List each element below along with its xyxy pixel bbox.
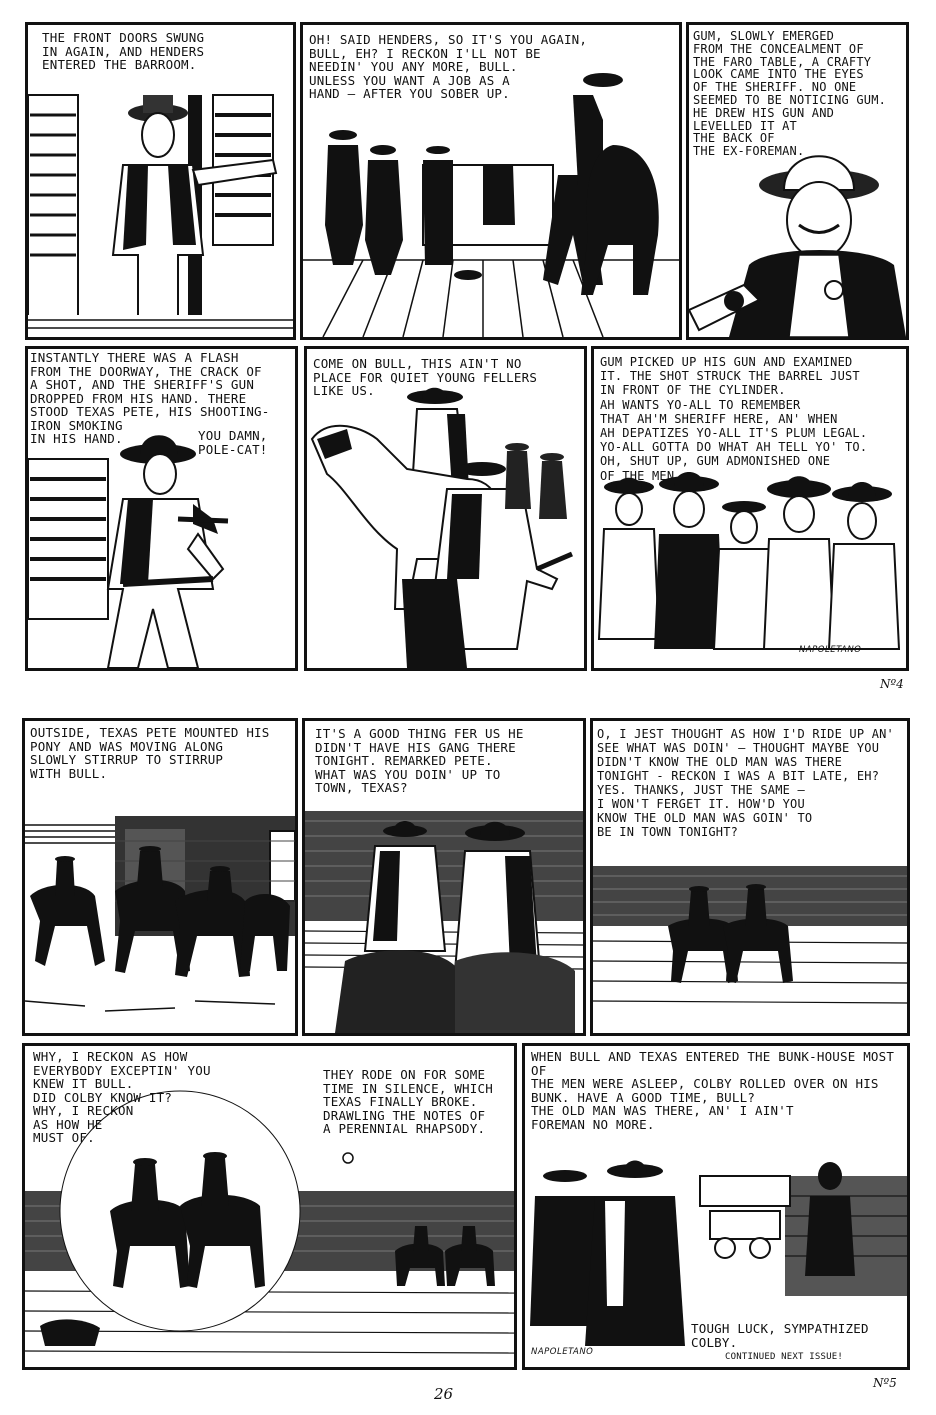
panel-1-4 (25, 346, 298, 671)
panel-1-5 (304, 346, 587, 671)
panel-2-4-caption: WHY, I RECKON AS HOW EVERYBODY EXCEPTIN' YOU KNEW IT BULL. DID COLBY KNOW IT? WHY, I RECKON AS HOW HE MUST OF. (33, 1049, 211, 1145)
panel-2-3-caption: O, I JEST THOUGHT AS HOW I'D RIDE UP AN' SEE WHAT WAS DOIN' — THOUGHT MAYBE YOU DIDN'T KNOW THE OLD MAN WAS THERE TONIGHT - RECKON I WAS A BIT LATE, EH? YES. THANKS, JUST THE SAME — I WON'T FERGET IT. HOW'D YOU KNOW THE OLD MAN WAS GOIN' TO BE IN TOWN TONIGHT? (597, 727, 894, 839)
panel-2-1 (22, 718, 298, 1036)
strip-number-5: Nº5 (873, 1376, 897, 1390)
panel-2-5-caption2: TOUGH LUCK, SYMPATHIZED COLBY. (691, 1321, 869, 1350)
signature-1: NAPOLETANO (799, 645, 862, 655)
panel-1-3-caption: GUM, SLOWLY EMERGED FROM THE CONCEALMENT OF THE FARO TABLE, A CRAFTY LOOK CAME INTO THE EYES OF THE SHERIFF. NO ONE SEEMED TO BE NOTICING GUM. HE DREW HIS GUN AND LEVELLED IT AT THE BACK OF THE EX-FOREMAN. (693, 29, 887, 159)
page-number: 26 (434, 1385, 454, 1403)
panel-1-1-caption: THE FRONT DOORS SWUNG IN AGAIN, AND HENDERS ENTERED THE BARROOM. (42, 30, 205, 72)
panel-2-3 (590, 718, 910, 1036)
continued-next-issue: CONTINUED NEXT ISSUE! (725, 1352, 843, 1362)
panel-1-3 (686, 22, 909, 340)
panel-1-1 (25, 22, 296, 340)
panel-2-5 (522, 1043, 910, 1370)
panel-2-5-caption: WHEN BULL AND TEXAS ENTERED THE BUNK-HOUSE MOST OF THE MEN WERE ASLEEP, COLBY ROLLED OVER ON HIS BUNK. HAVE A GOOD TIME, BULL? THE OLD MAN WAS THERE, AN' I AIN'T FOREMAN NO MORE. (531, 1049, 895, 1132)
panel-2-2 (302, 718, 586, 1036)
panel-1-2-caption: OH! SAID HENDERS, SO IT'S YOU AGAIN, BULL, EH? I RECKON I'LL NOT BE NEEDIN' YOU ANY MORE, BULL. UNLESS YOU WANT A JOB AS A HAND — AFTER YOU SOBER UP. (309, 32, 588, 101)
strip-number-4: Nº4 (880, 677, 904, 691)
panel-1-6 (591, 346, 909, 671)
panel-1-4-caption: INSTANTLY THERE WAS A FLASH FROM THE DOORWAY, THE CRACK OF A SHOT, AND THE SHERIFF'S GUN DROPPED FROM HIS HAND. THERE STOOD TEXAS PETE, HIS SHOOTING- IRON SMOKING IN HIS HAND. (30, 350, 270, 446)
panel-2-1-caption: OUTSIDE, TEXAS PETE MOUNTED HIS PONY AND WAS MOVING ALONG SLOWLY STIRRUP TO STIRRUP WITH BULL. (30, 725, 270, 781)
panel-1-5-caption: COME ON BULL, THIS AIN'T NO PLACE FOR QUIET YOUNG FELLERS LIKE US. (313, 356, 538, 398)
signature-2: NAPOLETANO (531, 1347, 594, 1357)
panel-2-4 (22, 1043, 517, 1370)
panel-1-6-caption: GUM PICKED UP HIS GUN AND EXAMINED IT. THE SHOT STRUCK THE BARREL JUST IN FRONT OF THE CYLINDER. AH WANTS YO-ALL TO REMEMBER THAT AH'M SHERIFF HERE, AN' WHEN AH DEPATIZES YO-ALL IT'S PLUM LEGAL. YO-ALL GOTTA DO WHAT AH TELL YO' TO. OH, SHUT UP, GUM ADMONISHED ONE OF THE MEN. (600, 355, 868, 483)
panel-2-2-caption: IT'S A GOOD THING FER US HE DIDN'T HAVE HIS GANG THERE TONIGHT. REMARKED PETE. WHAT WAS YOU DOIN' UP TO TOWN, TEXAS? (315, 726, 524, 795)
panel-1-2 (300, 22, 682, 340)
panel-1-4-speech: YOU DAMN, POLE-CAT! (198, 428, 268, 457)
panel-2-4-caption2: THEY RODE ON FOR SOME TIME IN SILENCE, WHICH TEXAS FINALLY BROKE. DRAWLING THE NOTES OF A PERENNIAL RHAPSODY. (323, 1067, 493, 1136)
